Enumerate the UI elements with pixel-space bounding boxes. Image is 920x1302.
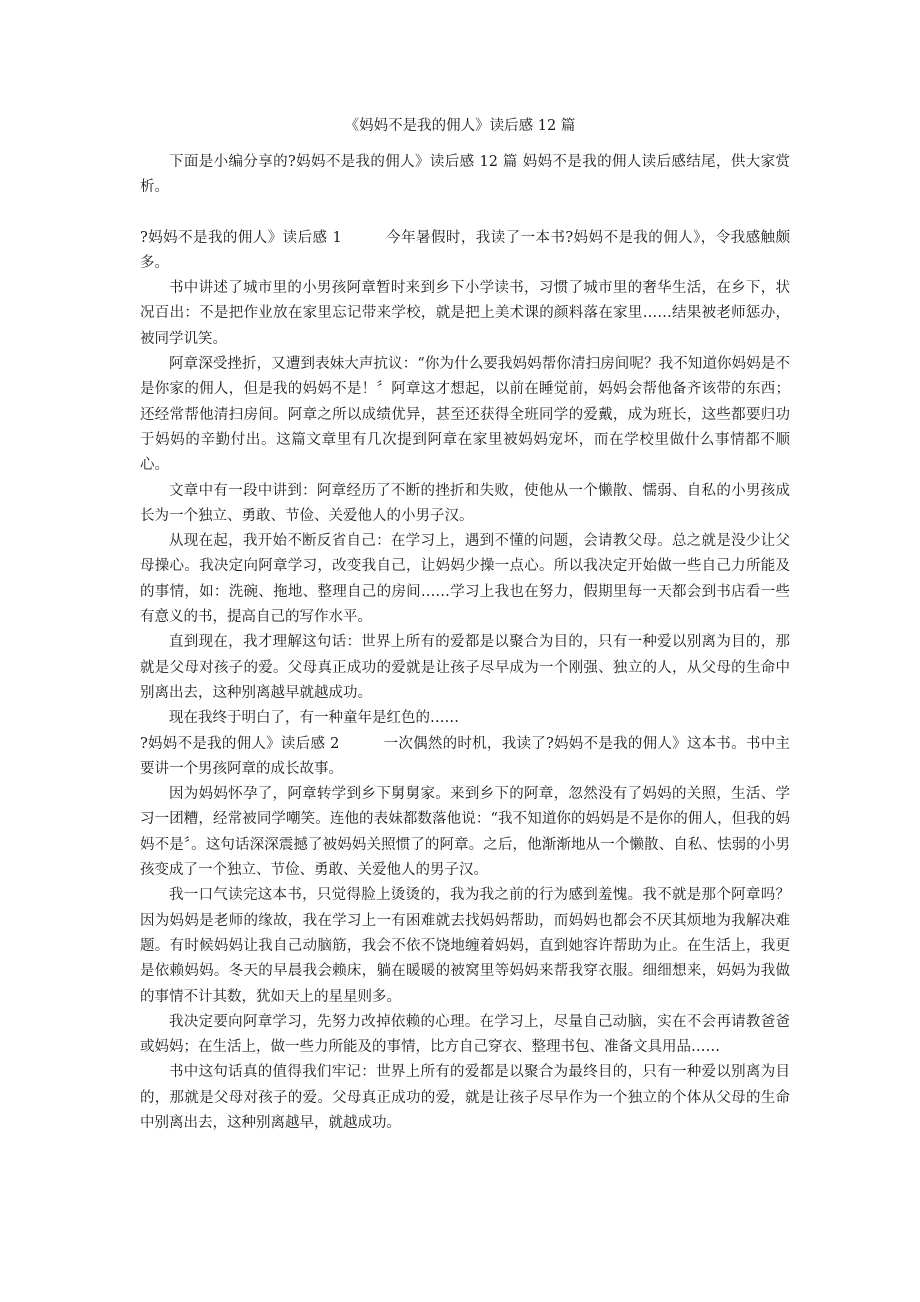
section-2-lead: 一次偶然的时机，我读了?妈妈不是我的佣人》这本书。书中主要讲一个男孩阿章的成长故事。	[140, 735, 790, 777]
section-2-paragraph: 我决定要向阿章学习，先努力改掉依赖的心理。在学习上，尽量自己动脑，实在不会再请教爸爸或妈妈；在生活上，做一些力所能及的事情，比方自己穿衣、整理书包、准备文具用品……	[140, 1013, 790, 1056]
section-1-paragraph: 现在我终于明白了，有一种童年是红色的……	[169, 710, 459, 727]
section-2-paragraph: 我一口气读完这本书，只觉得脸上烫烫的，我为我之前的行为感到羞愧。我不就是那个阿章吗？因为妈妈是老师的缘故，我在学习上一有困难就去找妈妈帮助，而妈妈也都会不厌其烦地为我解决难题。有时候妈妈让我自己动脑筋，我会不依不饶地缠着妈妈，直到她容许帮助为止。在生活上，我更是依赖妈妈。冬天的早晨我会赖床，躺在暖暖的被窝里等妈妈来帮我穿衣服。细细想来，妈妈为我做的事情不计其数，犹如天上的星星则多。	[140, 887, 790, 1005]
section-2-first-paragraph	[140, 732, 790, 783]
section-1-paragraph: 文章中有一段中讲到：阿章经历了不断的挫折和失败，使他从一个懒散、懦弱、自私的小男孩成长为一个独立、勇敢、节俭、关爱他人的小男子汉。	[140, 482, 790, 524]
section-2-heading: ?妈妈不是我的佣人》读后感 2	[140, 735, 340, 752]
section-1-lead: 今年暑假时，我读了一本书?妈妈不是我的佣人》，令我感触颇多。	[140, 229, 790, 271]
section-1-paragraph: 从现在起，我开始不断反省自己：在学习上，遇到不懂的问题，会请教父母。总之就是没少让父母操心。我决定向阿章学习，改变我自己，让妈妈少操一点心。所以我决定开始做一些自己力所能及的事情，如：洗碗、拖地、整理自己的房间……学习上我也在努力，假期里每一天都会到书店看一些有意义的书，提高自己的写作水平。	[140, 533, 790, 626]
document-body	[140, 150, 790, 1136]
section-2-paragraph: 书中这句话真的值得我们牢记：世界上所有的爱都是以聚合为最终目的，只有一种爱以别离为目的，那就是父母对孩子的爱。父母真正成功的爱，就是让孩子尽早作为一个独立的个体从父母的生命中别离出去，这种别离越早，就越成功。	[140, 1064, 790, 1131]
intro-paragraph: 下面是小编分享的?妈妈不是我的佣人》读后感 12 篇 妈妈不是我的佣人读后感结尾，供大家赏析。	[140, 154, 790, 196]
section-1-heading: ?妈妈不是我的佣人》读后感 1	[140, 229, 342, 246]
section-2-paragraph: 因为妈妈怀孕了，阿章转学到乡下舅舅家。来到乡下的阿章，忽然没有了妈妈的关照，生活、学习一团糟，经常被同学嘲笑。连他的表妹都数落他说：“我不知道你的妈妈是不是你的佣人，但我的妈妈不是〞。这句话深深震撼了被妈妈关照惯了的阿章。之后，他渐渐地从一个懒散、自私、怯弱的小男孩变成了一个独立、节俭、勇敢、关爱他人的男子汉。	[140, 786, 790, 879]
section-1-paragraph: 书中讲述了城市里的小男孩阿章暂时来到乡下小学读书，习惯了城市里的奢华生活，在乡下，状况百出：不是把作业放在家里忘记带来学校，就是把上美术课的颜料落在家里……结果被老师惩办，被同学讥笑。	[140, 280, 790, 347]
section-1-first-paragraph	[140, 226, 790, 277]
section-1-paragraph: 阿章深受挫折，又遭到表妹大声抗议：“你为什么要我妈妈帮你清扫房间呢？我不知道你妈妈是不是你家的佣人，但是我的妈妈不是！〞阿章这才想起，以前在睡觉前，妈妈会帮他备齐该带的东西；还经常帮他清扫房间。阿章之所以成绩优异，甚至还获得全班同学的爱戴，成为班长，这些都要归功于妈妈的辛勤付出。这篇文章里有几次提到阿章在家里被妈妈宠坏，而在学校里做什么事情都不顺心。	[140, 356, 790, 474]
section-1-paragraph: 直到现在，我才理解这句话：世界上所有的爱都是以聚合为目的，只有一种爱以别离为目的，那就是父母对孩子的爱。父母真正成功的爱就是让孩子尽早成为一个刚强、独立的人，从父母的生命中别离出去，这种别离越早就越成功。	[140, 634, 790, 701]
document-title: 《妈妈不是我的佣人》读后感 12 篇	[344, 118, 576, 134]
